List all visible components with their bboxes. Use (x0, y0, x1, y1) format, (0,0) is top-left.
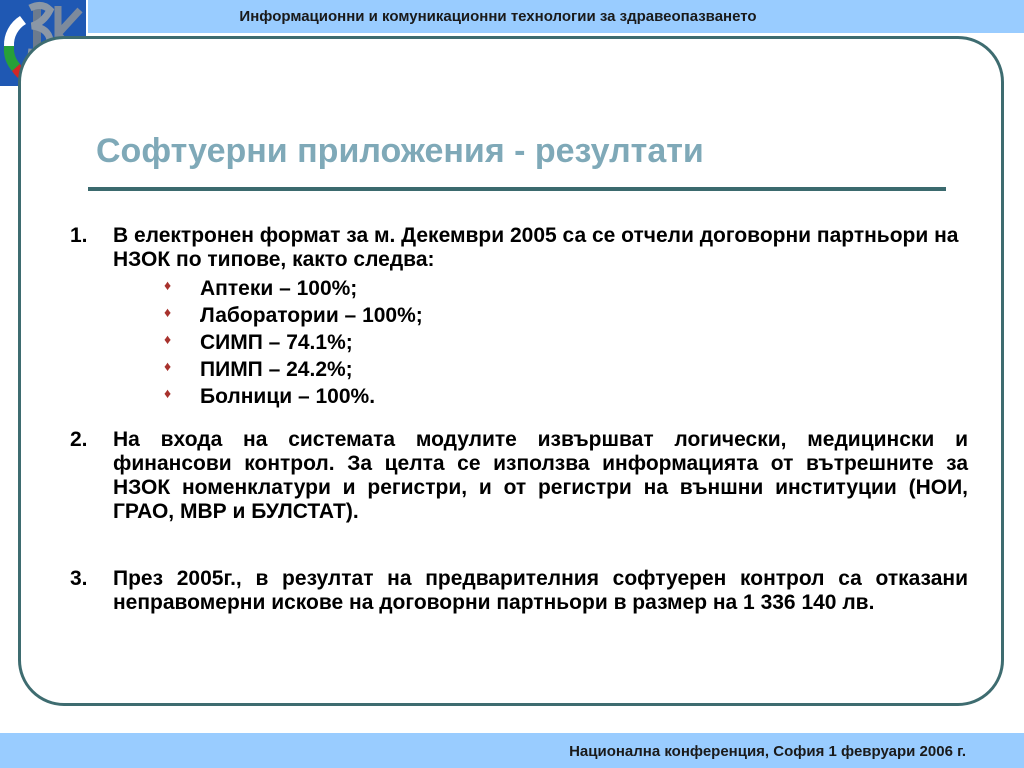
sub-list-item (70, 383, 968, 410)
list-item-2 (70, 428, 968, 524)
header-bar (88, 0, 1024, 33)
list-item-text: През 2005г., в резултат на предварителния софтуерен контрол са отказани неправомерни искове на договорни партньори в размер на 1 336 140 лв. (113, 567, 968, 614)
sub-list-item-text: СИМП – 74.1%; (200, 331, 353, 354)
sub-list-item-text: ПИМП – 24.2%; (200, 358, 353, 381)
list-item-text: На входа на системата модулите извършват логически, медицински и финансови контрол. За целта се използва информацията от вътрешните за НЗОК номенклатури и регистри, и от регистри на външни институции (НОИ, ГРАО, МВР и БУЛСТАТ). (113, 428, 968, 523)
sub-list-item (70, 329, 968, 356)
sub-list-item (70, 356, 968, 383)
list-item-1 (70, 224, 968, 410)
diamond-bullet-icon: ♦ (164, 331, 172, 347)
list-number: 3. (70, 567, 88, 590)
footer-text: Национална конференция, София 1 февруари 2006 г. (569, 743, 966, 760)
diamond-bullet-icon: ♦ (164, 385, 172, 401)
diamond-bullet-icon: ♦ (164, 358, 172, 374)
list-number: 2. (70, 428, 88, 451)
diamond-bullet-icon: ♦ (164, 304, 172, 320)
list-item-text: В електронен формат за м. Декември 2005 са се отчели договорни партньори на НЗОК по типове, както следва: (113, 224, 959, 271)
sub-list-item-text: Лаборатории – 100%; (200, 304, 423, 327)
list-number: 1. (70, 224, 88, 247)
slide-title: Софтуерни приложения - резултати (96, 132, 704, 170)
list-item-3 (70, 567, 968, 615)
sub-list-item (70, 302, 968, 329)
diamond-bullet-icon: ♦ (164, 277, 172, 293)
sub-list-item-text: Болници – 100%. (200, 385, 376, 408)
header-text: Информационни и комуникационни технологии за здравеопазването (239, 8, 757, 25)
sub-list-item-text: Аптеки – 100%; (200, 277, 358, 300)
sub-list-item (70, 275, 968, 302)
footer-bar (0, 733, 1024, 768)
sub-list (70, 275, 968, 410)
title-divider (88, 187, 946, 191)
